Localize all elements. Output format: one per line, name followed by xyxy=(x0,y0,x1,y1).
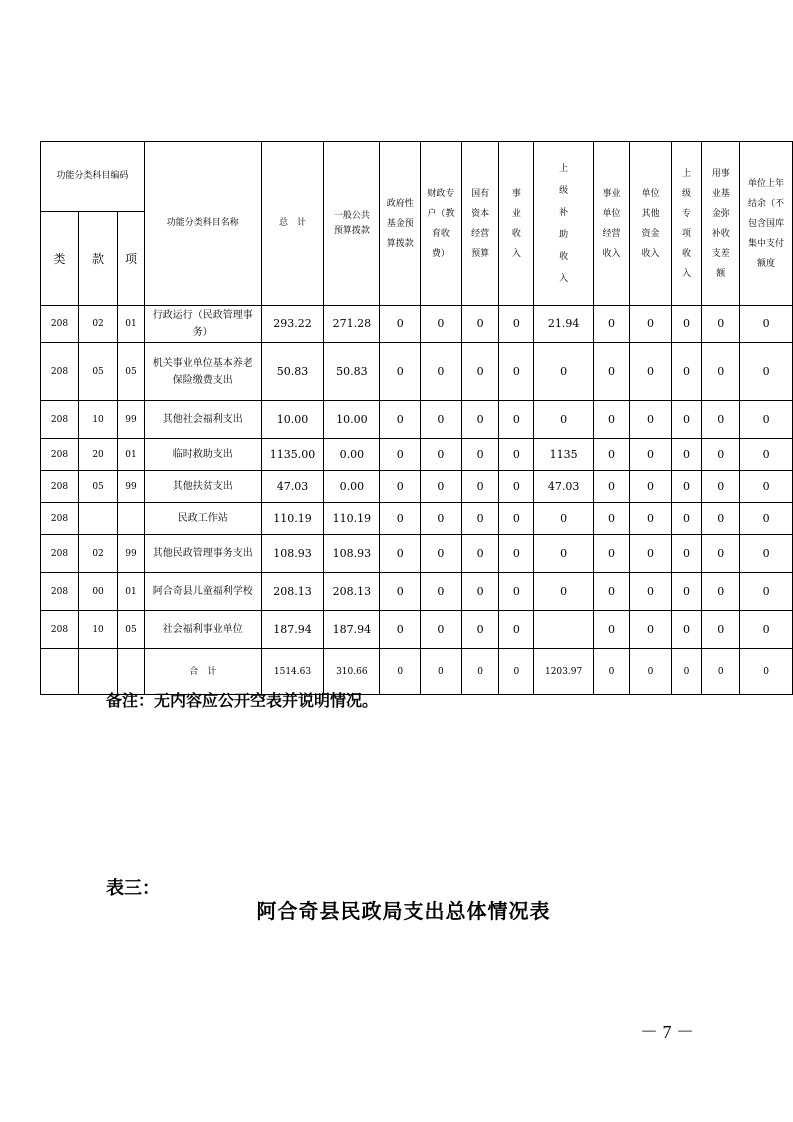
header-general-budget: 一般公共预算拨款 xyxy=(324,142,380,306)
row-state-cap: 0 xyxy=(461,306,499,343)
row-total: 50.83 xyxy=(261,343,323,401)
row-prior: 0 xyxy=(740,439,793,471)
row-lei: 208 xyxy=(41,401,79,439)
row-name: 其他社会福利支出 xyxy=(144,401,261,439)
row-gov-fund: 0 xyxy=(380,306,420,343)
row-state-cap: 0 xyxy=(461,503,499,535)
row-prior: 0 xyxy=(740,573,793,611)
row-unit-op: 0 xyxy=(593,573,630,611)
table-note: 备注：无内容应公开空表并说明情况。 xyxy=(106,691,379,710)
row-fund-comp: 0 xyxy=(702,503,740,535)
row-kuan: 00 xyxy=(78,573,117,611)
row-upper-sp: 0 xyxy=(671,611,702,649)
row-upper-sp: 0 xyxy=(671,503,702,535)
row-unit-op: 0 xyxy=(593,439,630,471)
row-general: 10.00 xyxy=(324,401,380,439)
header-fiscal-special: 财政专户（教育收费） xyxy=(420,142,461,306)
row-total: 108.93 xyxy=(261,535,323,573)
row-business: 0 xyxy=(499,471,534,503)
row-prior: 0 xyxy=(740,535,793,573)
row-upper-sp: 0 xyxy=(671,535,702,573)
row-upper-sp: 0 xyxy=(671,471,702,503)
row-upper-sp: 0 xyxy=(671,343,702,401)
row-lei: 208 xyxy=(41,439,79,471)
total-state-cap: 0 xyxy=(461,649,499,695)
row-business: 0 xyxy=(499,401,534,439)
row-xiang: 99 xyxy=(118,535,145,573)
row-prior: 0 xyxy=(740,343,793,401)
row-general: 110.19 xyxy=(324,503,380,535)
row-upper-sp: 0 xyxy=(671,306,702,343)
row-lei: 208 xyxy=(41,471,79,503)
row-other: 0 xyxy=(630,471,671,503)
row-name: 阿合奇县儿童福利学校 xyxy=(144,573,261,611)
table-row xyxy=(41,503,793,535)
row-business: 0 xyxy=(499,306,534,343)
header-lei: 类 xyxy=(41,212,79,306)
total-other: 0 xyxy=(630,649,671,695)
row-fiscal: 0 xyxy=(420,611,461,649)
row-fund-comp: 0 xyxy=(702,573,740,611)
total-upper-sub: 1203.97 xyxy=(534,649,593,695)
row-fiscal: 0 xyxy=(420,471,461,503)
row-business: 0 xyxy=(499,535,534,573)
row-upper-sp: 0 xyxy=(671,439,702,471)
row-unit-op: 0 xyxy=(593,401,630,439)
row-fiscal: 0 xyxy=(420,306,461,343)
table-row xyxy=(41,611,793,649)
row-lei: 208 xyxy=(41,535,79,573)
row-unit-op: 0 xyxy=(593,503,630,535)
row-upper-sub: 1135 xyxy=(534,439,593,471)
header-business-income: 事业收入 xyxy=(499,142,534,306)
row-fund-comp: 0 xyxy=(702,535,740,573)
row-other: 0 xyxy=(630,611,671,649)
header-xiang: 项 xyxy=(118,212,145,306)
row-unit-op: 0 xyxy=(593,611,630,649)
header-state-capital: 国有资本经营预算 xyxy=(461,142,499,306)
row-total: 293.22 xyxy=(261,306,323,343)
total-fiscal: 0 xyxy=(420,649,461,695)
row-business: 0 xyxy=(499,439,534,471)
row-prior: 0 xyxy=(740,611,793,649)
row-kuan: 02 xyxy=(78,535,117,573)
table-row xyxy=(41,343,793,401)
row-upper-sub: 0 xyxy=(534,503,593,535)
row-name: 其他扶贫支出 xyxy=(144,471,261,503)
table-row xyxy=(41,439,793,471)
row-fiscal: 0 xyxy=(420,573,461,611)
header-func-code: 功能分类科目编码 xyxy=(41,142,145,212)
row-upper-sub: 47.03 xyxy=(534,471,593,503)
row-gov-fund: 0 xyxy=(380,503,420,535)
row-general: 187.94 xyxy=(324,611,380,649)
row-fiscal: 0 xyxy=(420,401,461,439)
row-state-cap: 0 xyxy=(461,611,499,649)
row-xiang xyxy=(118,503,145,535)
row-total: 187.94 xyxy=(261,611,323,649)
row-fiscal: 0 xyxy=(420,535,461,573)
row-upper-sub: 0 xyxy=(534,343,593,401)
table-row xyxy=(41,306,793,343)
row-lei: 208 xyxy=(41,503,79,535)
next-table-title: 阿合奇县民政局支出总体情况表 xyxy=(256,899,551,923)
row-fund-comp: 0 xyxy=(702,439,740,471)
row-fund-comp: 0 xyxy=(702,611,740,649)
row-upper-sub: 0 xyxy=(534,573,593,611)
table-row xyxy=(41,535,793,573)
row-fund-comp: 0 xyxy=(702,471,740,503)
row-xiang: 05 xyxy=(118,343,145,401)
header-other-capital: 单位其他资金收入 xyxy=(630,142,671,306)
row-business: 0 xyxy=(499,343,534,401)
row-business: 0 xyxy=(499,573,534,611)
row-other: 0 xyxy=(630,503,671,535)
row-fiscal: 0 xyxy=(420,343,461,401)
row-total: 10.00 xyxy=(261,401,323,439)
row-other: 0 xyxy=(630,573,671,611)
header-prior-balance: 单位上年结余（不包含国库集中支付额度 xyxy=(740,142,793,306)
row-gov-fund: 0 xyxy=(380,573,420,611)
row-general: 271.28 xyxy=(324,306,380,343)
row-kuan: 05 xyxy=(78,343,117,401)
next-table-label: 表三： xyxy=(106,878,160,899)
row-gov-fund: 0 xyxy=(380,611,420,649)
total-total: 1514.63 xyxy=(261,649,323,695)
row-total: 110.19 xyxy=(261,503,323,535)
row-other: 0 xyxy=(630,439,671,471)
row-state-cap: 0 xyxy=(461,573,499,611)
row-xiang: 01 xyxy=(118,439,145,471)
row-total: 208.13 xyxy=(261,573,323,611)
row-prior: 0 xyxy=(740,471,793,503)
row-fund-comp: 0 xyxy=(702,306,740,343)
row-fiscal: 0 xyxy=(420,439,461,471)
row-upper-sub: 0 xyxy=(534,535,593,573)
header-total: 总 计 xyxy=(261,142,323,306)
row-other: 0 xyxy=(630,306,671,343)
row-gov-fund: 0 xyxy=(380,439,420,471)
row-lei: 208 xyxy=(41,306,79,343)
row-lei: 208 xyxy=(41,611,79,649)
row-lei: 208 xyxy=(41,573,79,611)
header-upper-subsidy: 上级补助收入 xyxy=(534,142,593,306)
row-prior: 0 xyxy=(740,503,793,535)
row-kuan: 10 xyxy=(78,401,117,439)
row-business: 0 xyxy=(499,611,534,649)
row-other: 0 xyxy=(630,535,671,573)
row-gov-fund: 0 xyxy=(380,343,420,401)
row-unit-op: 0 xyxy=(593,535,630,573)
header-fund-compensation: 用事业基金弥补收支差额 xyxy=(702,142,740,306)
row-xiang: 01 xyxy=(118,306,145,343)
total-general: 310.66 xyxy=(324,649,380,695)
row-xiang: 05 xyxy=(118,611,145,649)
header-unit-operation: 事业单位经营收入 xyxy=(593,142,630,306)
total-gov-fund: 0 xyxy=(380,649,420,695)
row-name: 临时救助支出 xyxy=(144,439,261,471)
total-label: 合 计 xyxy=(144,649,261,695)
row-kuan xyxy=(78,503,117,535)
budget-income-table xyxy=(40,141,793,695)
header-func-name: 功能分类科目名称 xyxy=(144,142,261,306)
row-unit-op: 0 xyxy=(593,471,630,503)
total-fund-comp: 0 xyxy=(702,649,740,695)
row-name: 民政工作站 xyxy=(144,503,261,535)
row-other: 0 xyxy=(630,343,671,401)
row-name: 其他民政管理事务支出 xyxy=(144,535,261,573)
row-xiang: 01 xyxy=(118,573,145,611)
page-number: － 7 － xyxy=(640,1022,694,1042)
row-xiang: 99 xyxy=(118,471,145,503)
row-fiscal: 0 xyxy=(420,503,461,535)
row-kuan: 05 xyxy=(78,471,117,503)
row-general: 108.93 xyxy=(324,535,380,573)
row-unit-op: 0 xyxy=(593,343,630,401)
row-general: 50.83 xyxy=(324,343,380,401)
table-row xyxy=(41,401,793,439)
row-state-cap: 0 xyxy=(461,343,499,401)
row-upper-sp: 0 xyxy=(671,401,702,439)
row-lei: 208 xyxy=(41,343,79,401)
row-name: 行政运行（民政管理事务） xyxy=(144,306,261,343)
row-total: 47.03 xyxy=(261,471,323,503)
row-fund-comp: 0 xyxy=(702,343,740,401)
row-general: 0.00 xyxy=(324,471,380,503)
row-name: 机关事业单位基本养老保险缴费支出 xyxy=(144,343,261,401)
header-kuan: 款 xyxy=(78,212,117,306)
row-gov-fund: 0 xyxy=(380,471,420,503)
row-general: 208.13 xyxy=(324,573,380,611)
row-gov-fund: 0 xyxy=(380,401,420,439)
row-unit-op: 0 xyxy=(593,306,630,343)
row-xiang: 99 xyxy=(118,401,145,439)
row-upper-sub: 21.94 xyxy=(534,306,593,343)
row-gov-fund: 0 xyxy=(380,535,420,573)
row-business: 0 xyxy=(499,503,534,535)
table-row xyxy=(41,573,793,611)
total-upper-sp: 0 xyxy=(671,649,702,695)
row-other: 0 xyxy=(630,401,671,439)
table-row xyxy=(41,471,793,503)
row-state-cap: 0 xyxy=(461,401,499,439)
row-state-cap: 0 xyxy=(461,439,499,471)
total-prior: 0 xyxy=(740,649,793,695)
total-business: 0 xyxy=(499,649,534,695)
row-total: 1135.00 xyxy=(261,439,323,471)
row-kuan: 02 xyxy=(78,306,117,343)
row-prior: 0 xyxy=(740,306,793,343)
row-state-cap: 0 xyxy=(461,535,499,573)
row-fund-comp: 0 xyxy=(702,401,740,439)
row-prior: 0 xyxy=(740,401,793,439)
row-upper-sub xyxy=(534,611,593,649)
row-name: 社会福利事业单位 xyxy=(144,611,261,649)
row-kuan: 20 xyxy=(78,439,117,471)
row-general: 0.00 xyxy=(324,439,380,471)
row-kuan: 10 xyxy=(78,611,117,649)
row-state-cap: 0 xyxy=(461,471,499,503)
total-unit-op: 0 xyxy=(593,649,630,695)
row-upper-sp: 0 xyxy=(671,573,702,611)
header-gov-fund: 政府性基金预算拨款 xyxy=(380,142,420,306)
row-upper-sub: 0 xyxy=(534,401,593,439)
header-upper-special: 上级专项收入 xyxy=(671,142,702,306)
